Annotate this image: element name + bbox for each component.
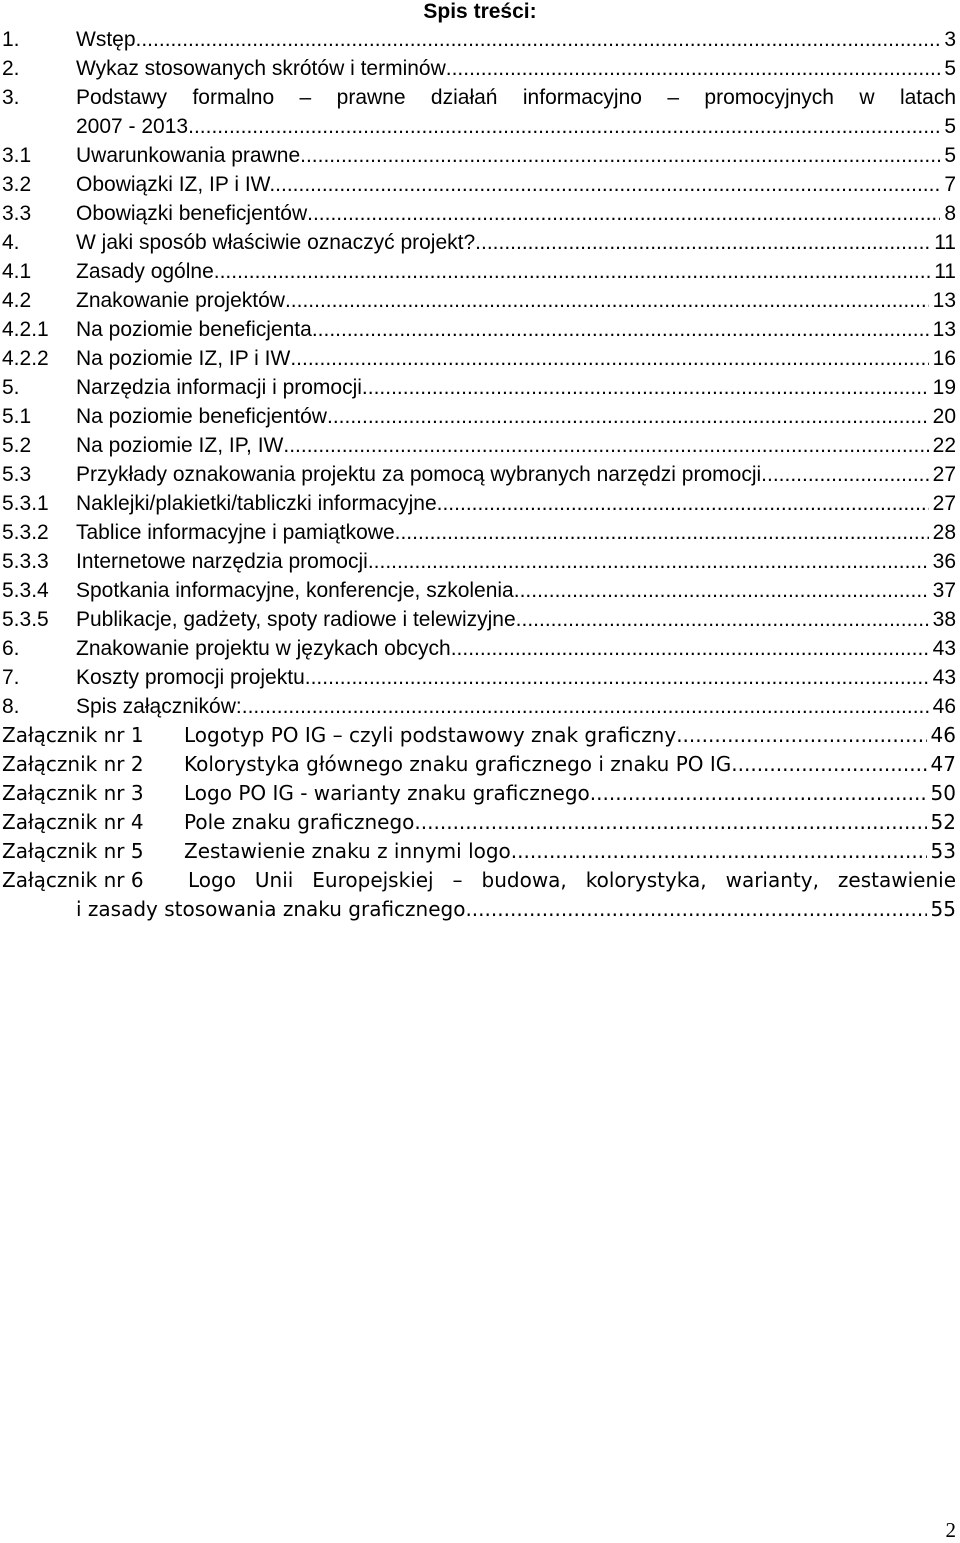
annex-label-line2: i zasady stosowania znaku graficznego [76, 897, 466, 921]
toc-entry-number: 2. [2, 57, 20, 80]
toc-entry[interactable] [0, 199, 960, 228]
toc-entry-page: 22 [932, 434, 956, 457]
toc-entry-label: Wstęp [76, 28, 136, 51]
dot-leader [305, 663, 929, 692]
dot-leader [516, 605, 929, 634]
toc-entry[interactable] [0, 460, 960, 489]
toc-entry-page: 3 [944, 28, 956, 51]
toc-entry-number: 1. [2, 28, 20, 51]
dot-leader [194, 112, 940, 141]
toc-entry-page: 43 [932, 666, 956, 689]
toc-entry[interactable] [0, 431, 960, 460]
annex-number: Załącznik nr 4 [2, 810, 144, 834]
dot-leader [514, 576, 929, 605]
toc-entry[interactable] [0, 141, 960, 170]
toc-entry-number: 5.3.3 [2, 550, 49, 573]
toc-entry-label: Obowiązki beneficjentów [76, 202, 308, 225]
toc-entry-page: 20 [932, 405, 956, 428]
toc-entry-number: 4.2 [2, 289, 32, 312]
dot-leader [312, 315, 929, 344]
toc-entry-number: 3. [2, 86, 20, 109]
toc-entry-page: 38 [932, 608, 956, 631]
toc-entry-number: 5.3 [2, 463, 32, 486]
dot-leader [731, 750, 926, 779]
toc-entry[interactable] [0, 257, 960, 286]
toc-entry-label: Na poziomie IZ, IP i IW [76, 347, 291, 370]
annex-entry[interactable] [0, 750, 960, 779]
toc-entry-label: Wykaz stosowanych skrótów i terminów [76, 57, 446, 80]
annex-label-line1: Logo Unii Europejskiej – budowa, kolorystyka, warianty, zestawienie [188, 868, 956, 892]
toc-entry-label: Spotkania informacyjne, konferencje, szkolenia [76, 579, 514, 602]
dot-leader [306, 141, 940, 170]
toc-entry-label: Na poziomie IZ, IP, IW [76, 434, 284, 457]
toc-entry-label: Znakowanie projektu w językach obcych [76, 637, 451, 660]
toc-entry-label: Uwarunkowania prawne. [76, 144, 306, 167]
annex-number: Załącznik nr 1 [2, 723, 144, 747]
toc-entry-page: 19 [932, 376, 956, 399]
toc-entry-page: 5 [944, 144, 956, 167]
dot-leader [475, 228, 930, 257]
toc-entry[interactable] [0, 344, 960, 373]
annex-page: 47 [930, 752, 956, 776]
dot-leader [590, 779, 927, 808]
toc-entry[interactable] [0, 489, 960, 518]
toc-entry-page: 11 [934, 231, 956, 254]
toc-entry-number: 3.1 [2, 144, 32, 167]
toc-entry-number: 4.1 [2, 260, 32, 283]
toc-entry-number: 5.2 [2, 434, 32, 457]
toc-entry-label: Tablice informacyjne i pamiątkowe [76, 521, 395, 544]
toc-entry[interactable] [0, 663, 960, 692]
annex-label: Zestawienie znaku z innymi logo [184, 839, 511, 863]
annex-entry[interactable] [0, 837, 960, 866]
toc-entry-page: 37 [932, 579, 956, 602]
dot-leader [437, 489, 929, 518]
toc-entry-page: 27 [932, 492, 956, 515]
dot-leader [446, 54, 941, 83]
toc-entry-number: 5.3.4 [2, 579, 49, 602]
toc-entry-page: 5 [944, 115, 956, 138]
toc-entry[interactable] [0, 634, 960, 663]
toc-entry-label-line2: 2007 - 2013. [76, 115, 194, 138]
annex-entry[interactable] [0, 779, 960, 808]
toc-entry-label: Na poziomie beneficjentów [76, 405, 327, 428]
annex-page: 50 [930, 781, 956, 805]
annex-page: 55 [930, 897, 956, 921]
toc-entry-number: 3.3 [2, 202, 32, 225]
toc-entry-label: Zasady ogólne [76, 260, 214, 283]
page-number: 2 [945, 1518, 956, 1542]
toc-entry[interactable] [0, 315, 960, 344]
dot-leader [136, 25, 941, 54]
toc-entry[interactable] [0, 54, 960, 83]
dot-leader [307, 199, 940, 228]
toc-entry-page: 11 [934, 260, 956, 283]
annex-number: Załącznik nr 2 [2, 752, 144, 776]
dot-leader [761, 460, 928, 489]
toc-entry-page: 46 [932, 695, 956, 718]
toc-entry-number: 5.1 [2, 405, 32, 428]
toc-entry-label: Na poziomie beneficjenta [76, 318, 312, 341]
dot-leader [362, 373, 929, 402]
toc-entry-page: 8 [944, 202, 956, 225]
toc-entry-page: 43 [932, 637, 956, 660]
toc-entry[interactable] [0, 518, 960, 547]
toc-entry-label: Obowiązki IZ, IP i IW. [76, 173, 276, 196]
toc-entry-number: 7. [2, 666, 20, 689]
toc-entry[interactable] [0, 605, 960, 634]
annex-entry[interactable] [0, 808, 960, 837]
annex-page: 46 [930, 723, 956, 747]
toc-entry-number: 6. [2, 637, 20, 660]
toc-entry-multiline[interactable] [0, 83, 960, 141]
annex-number: Załącznik nr 6 [2, 868, 144, 892]
toc-entry-label: Koszty promocji projektu [76, 666, 305, 689]
toc-entry-page: 5 [944, 57, 956, 80]
toc-entry-label-line1: Podstawy formalno – prawne działań informacyjno – promocyjnych w latach [76, 86, 956, 109]
toc-entry-page: 13 [932, 318, 956, 341]
dot-leader [242, 692, 929, 721]
toc-entry-page: 16 [932, 347, 956, 370]
toc-entry-page: 13 [932, 289, 956, 312]
toc-entry-label: Internetowe narzędzia promocji [76, 550, 368, 573]
annex-number: Załącznik nr 5 [2, 839, 144, 863]
dot-leader [327, 402, 929, 431]
toc-entry-page: 7 [944, 173, 956, 196]
toc-entry[interactable] [0, 286, 960, 315]
annex-number: Załącznik nr 3 [2, 781, 144, 805]
dot-leader [465, 895, 926, 924]
annex-label: Logo PO IG - warianty znaku graficznego [184, 781, 590, 805]
dot-leader [511, 837, 927, 866]
toc-entry-label: Znakowanie projektów [76, 289, 285, 312]
annex-label: Pole znaku graficznego [184, 810, 415, 834]
toc-entry[interactable] [0, 692, 960, 721]
dot-leader [395, 518, 929, 547]
annex-entry[interactable] [0, 721, 960, 750]
toc-entry[interactable] [0, 170, 960, 199]
toc-entry-label: Przykłady oznakowania projektu za pomocą wybranych narzędzi promocji [76, 463, 762, 486]
toc-entry-label: Narzędzia informacji i promocji [76, 376, 362, 399]
toc-entry-number: 4.2.1 [2, 318, 49, 341]
dot-leader [368, 547, 929, 576]
annex-page: 52 [930, 810, 956, 834]
dot-leader [451, 634, 929, 663]
toc-title: Spis treści: [423, 0, 537, 23]
annex-label: Logotyp PO IG – czyli podstawowy znak graficzny [184, 723, 677, 747]
annex-label: Kolorystyka głównego znaku graficznego i znaku PO IG [184, 752, 732, 776]
toc-entry-label: Naklejki/plakietki/tabliczki informacyjne [76, 492, 437, 515]
dot-leader [285, 286, 929, 315]
toc-entry[interactable] [0, 228, 960, 257]
annex-page: 53 [930, 839, 956, 863]
toc-entry-number: 5. [2, 376, 20, 399]
toc-entry-number: 5.3.5 [2, 608, 49, 631]
dot-leader [214, 257, 930, 286]
toc-entry[interactable] [0, 547, 960, 576]
dot-leader [283, 431, 928, 460]
toc-entry-page: 36 [932, 550, 956, 573]
toc-entry-number: 4.2.2 [2, 347, 49, 370]
table-of-contents [0, 25, 960, 924]
dot-leader [676, 721, 926, 750]
dot-leader [290, 344, 928, 373]
toc-entry-number: 3.2 [2, 173, 32, 196]
toc-entry-label: Publikacje, gadżety, spoty radiowe i telewizyjne [76, 608, 516, 631]
toc-entry[interactable] [0, 373, 960, 402]
dot-leader [414, 808, 926, 837]
toc-entry-label: W jaki sposób właściwie oznaczyć projekt? [76, 231, 476, 254]
toc-entry-number: 5.3.2 [2, 521, 49, 544]
toc-entry[interactable] [0, 576, 960, 605]
dot-leader [275, 170, 940, 199]
toc-entry[interactable] [0, 25, 960, 54]
toc-entry-number: 8. [2, 695, 20, 718]
annex-entry-multiline[interactable] [0, 866, 960, 924]
toc-entry-number: 5.3.1 [2, 492, 49, 515]
toc-entry-page: 27 [932, 463, 956, 486]
toc-entry-number: 4. [2, 231, 20, 254]
toc-entry-label: Spis załączników: [76, 695, 242, 718]
toc-entry-page: 28 [932, 521, 956, 544]
toc-entry[interactable] [0, 402, 960, 431]
